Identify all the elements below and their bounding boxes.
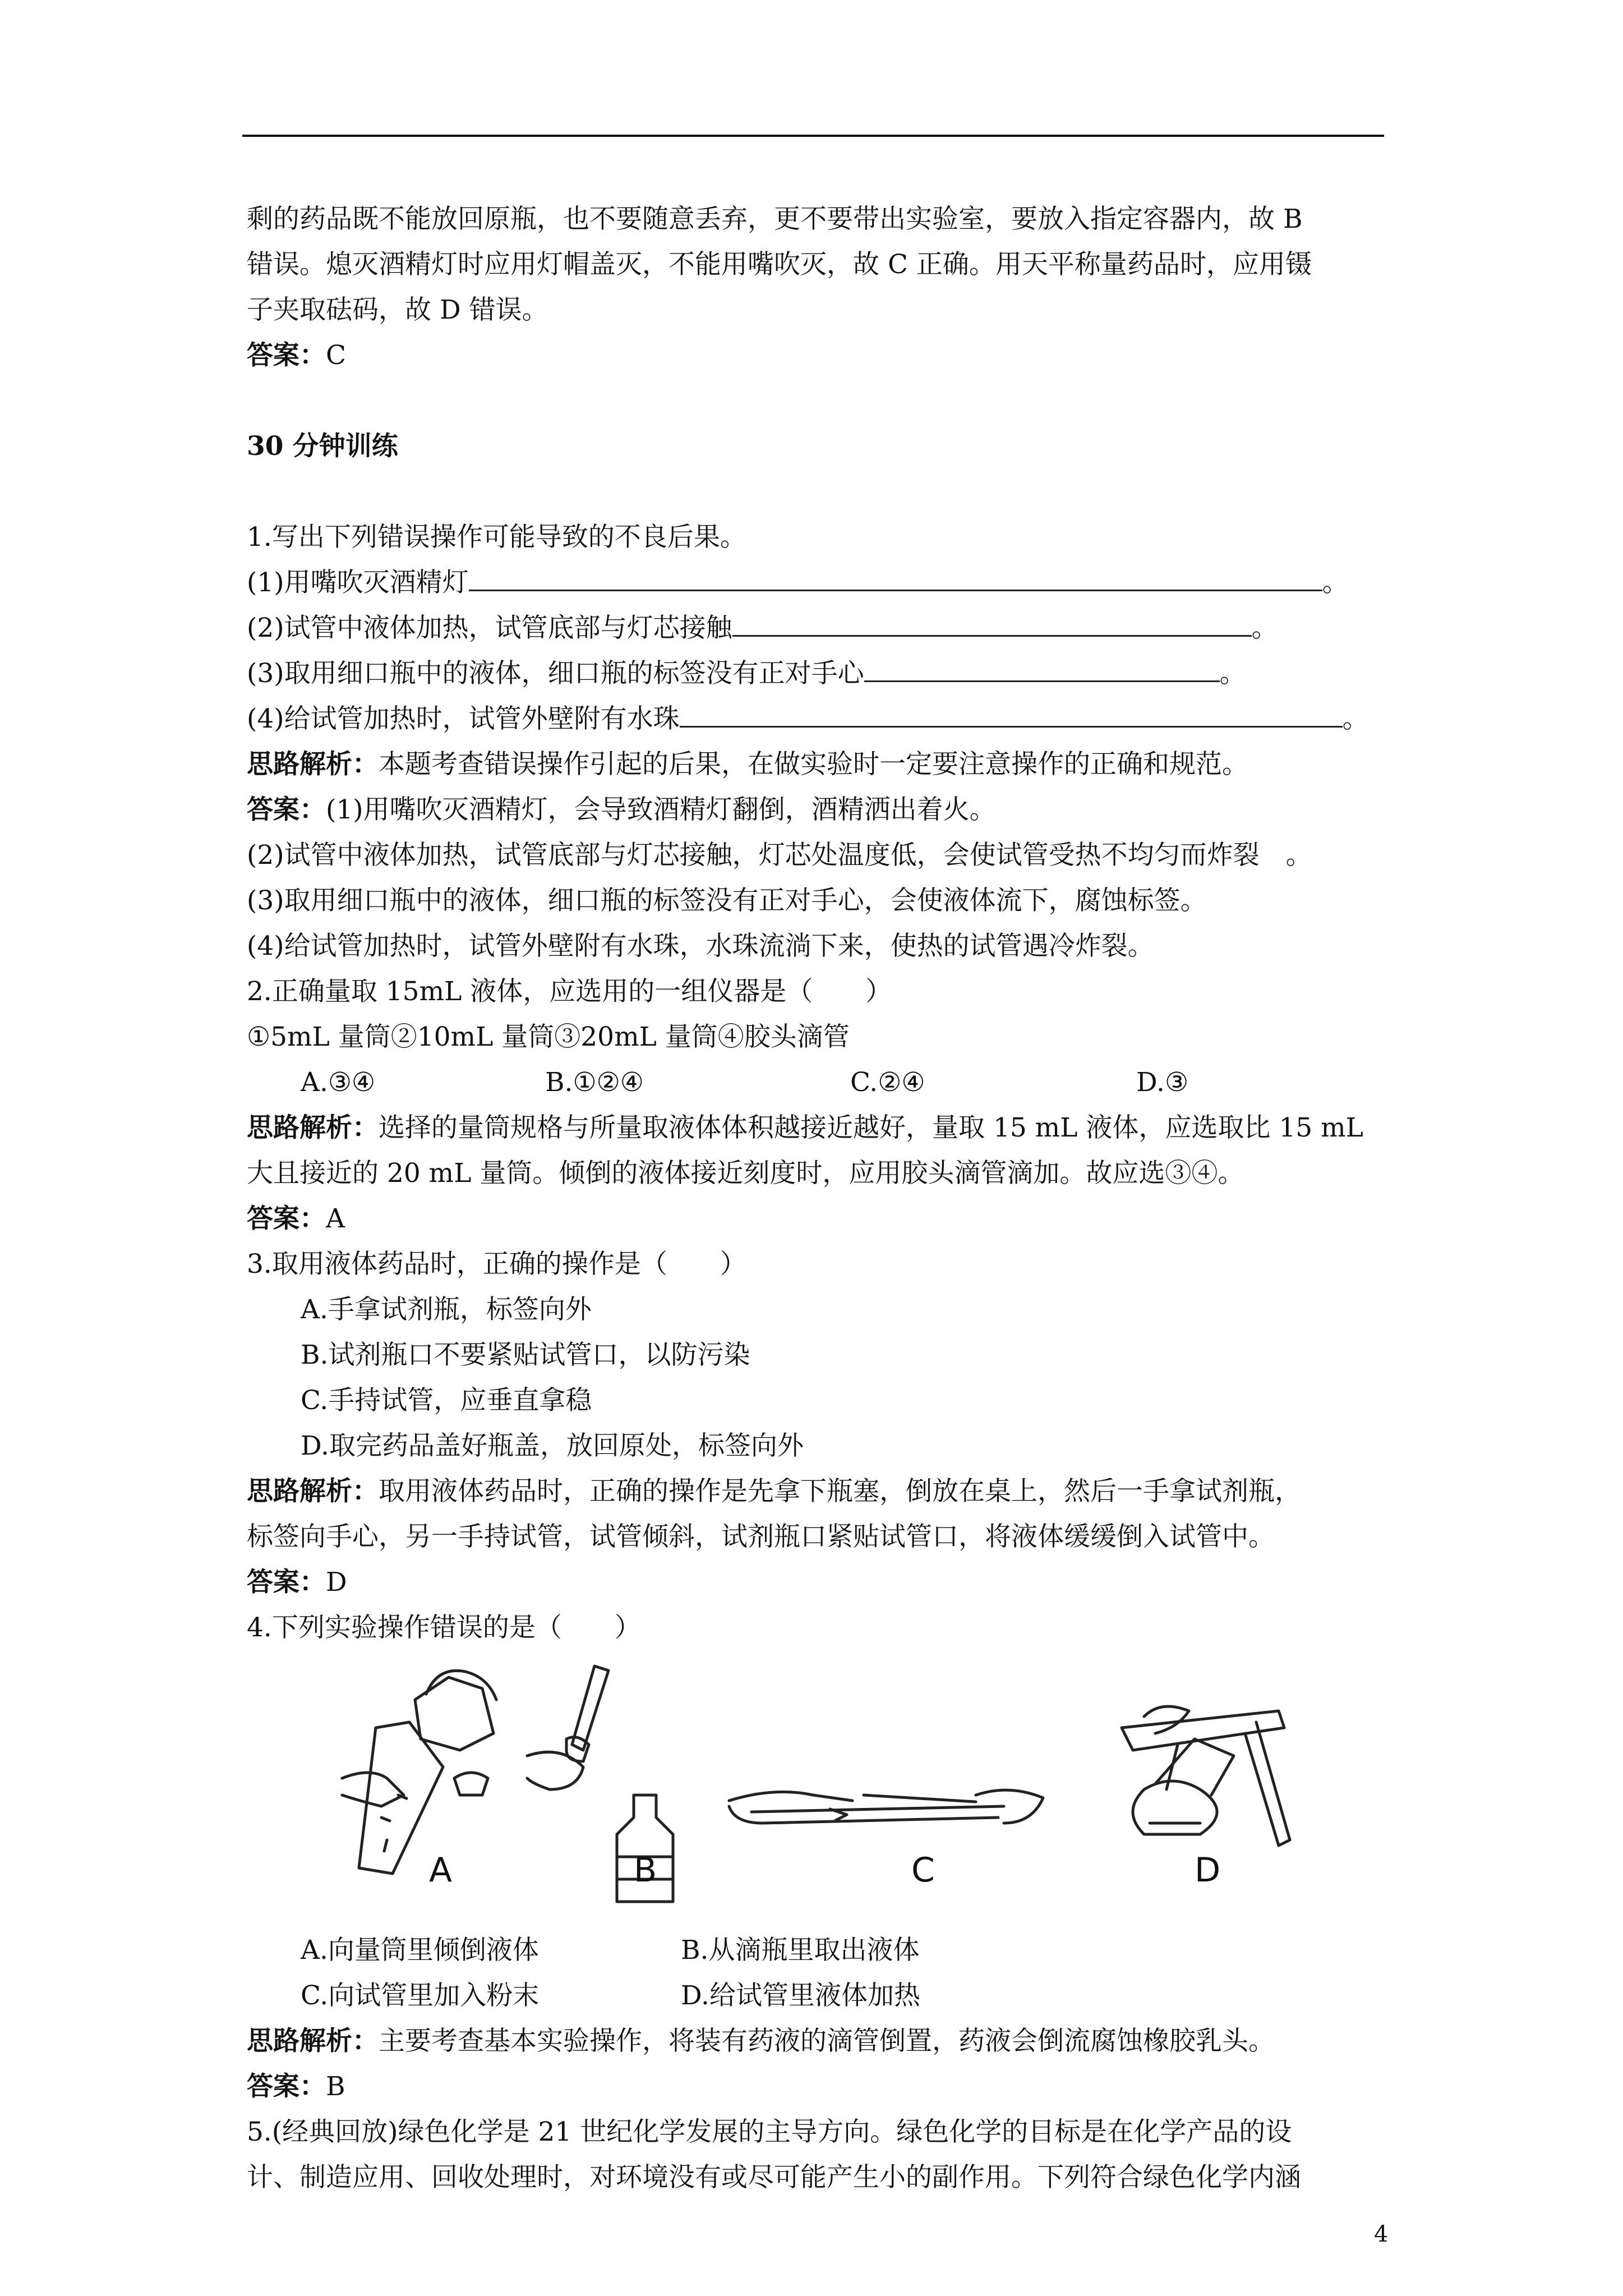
answer-value: C <box>326 340 346 371</box>
analysis-line <box>247 2018 1402 2064</box>
blank-item-text: (1)用嘴吹灭酒精灯 <box>247 567 469 598</box>
instrument-list: ①5mL 量筒②10mL 量筒③20mL 量筒④胶头滴管 <box>247 1022 850 1052</box>
options-row <box>247 1060 1402 1105</box>
fill-blank-item <box>247 560 1402 605</box>
answer-label: 答案： <box>247 1203 326 1234</box>
option-d: D.取完药品盖好瓶盖，放回原处，标签向外 <box>301 1430 804 1461</box>
options-row <box>247 1927 1402 1973</box>
analysis-line: 大且接近的 20 mL 量筒。倾倒的液体接近刻度时，应用胶头滴管滴加。故应选③④。 <box>247 1158 1244 1189</box>
options-row <box>247 1973 1402 2018</box>
question-stem: 4.下列实验操作错误的是（ ） <box>247 1612 641 1643</box>
answer-blank <box>732 608 1252 637</box>
figure-label-b: B <box>634 1851 657 1890</box>
pour-into-cylinder-illustration <box>342 1671 496 1874</box>
answer-line: (3)取用细口瓶中的液体，细口瓶的标签没有正对手心，会使液体流下，腐蚀标签。 <box>247 885 1207 916</box>
analysis-label: 思路解析： <box>247 1112 379 1143</box>
answer-line <box>247 2064 1402 2109</box>
figure-label-c: C <box>911 1851 935 1890</box>
page-number: 4 <box>1374 2221 1389 2247</box>
analysis-label: 思路解析： <box>247 2026 379 2056</box>
text-line: 错误。熄灭酒精灯时应用灯帽盖灭，不能用嘴吹灭，故 C 正确。用天平称量药品时，应用镊 <box>247 249 1312 280</box>
analysis-text: 主要考查基本实验操作，将装有药液的滴管倒置，药液会倒流腐蚀橡胶乳头。 <box>379 2026 1275 2056</box>
analysis-text: 选择的量筒规格与所量取液体体积越接近越好，量取 15 mL 液体，应选取比 15 mL <box>379 1112 1363 1143</box>
fill-blank-item <box>247 605 1402 651</box>
blank-end: 。 <box>1322 567 1349 598</box>
figure-label-d: D <box>1195 1851 1221 1890</box>
experiment-illustrations <box>247 1655 1402 1927</box>
question-stem: 2.正确量取 15mL 液体，应选用的一组仪器是（ ） <box>247 976 892 1007</box>
analysis-label: 思路解析： <box>247 1476 379 1507</box>
text-line: 子夹取砝码，故 D 错误。 <box>247 295 548 325</box>
blank-item-text: (4)给试管加热时，试管外壁附有水珠 <box>247 703 680 734</box>
fill-blank-item <box>247 651 1402 696</box>
answer-label: 答案： <box>247 2071 326 2102</box>
answer-line <box>247 1559 1402 1605</box>
option-a: A.手拿试剂瓶，标签向外 <box>301 1294 592 1325</box>
answer-text: (1)用嘴吹灭酒精灯，会导致酒精灯翻倒，酒精洒出着火。 <box>326 794 996 825</box>
blank-item-text: (2)试管中液体加热，试管底部与灯芯接触 <box>247 613 732 643</box>
answer-line: (4)给试管加热时，试管外壁附有水珠，水珠流淌下来，使热的试管遇冷炸裂。 <box>247 931 1154 961</box>
answer-label: 答案： <box>247 1567 326 1598</box>
question-stem: 3.取用液体药品时，正确的操作是（ ） <box>247 1249 746 1280</box>
analysis-line <box>247 1469 1402 1514</box>
header-rule <box>242 135 1384 137</box>
fill-blank-item <box>247 696 1402 742</box>
analysis-line <box>247 1105 1402 1151</box>
option-b: B.从滴瓶里取出液体 <box>681 1935 920 1966</box>
answer-line <box>247 1196 1402 1241</box>
analysis-text: 本题考查错误操作引起的后果，在做实验时一定要注意操作的正确和规范。 <box>379 749 1248 780</box>
answer-line <box>247 787 1402 832</box>
answer-value: B <box>326 2071 345 2102</box>
blank-item-text: (3)取用细口瓶中的液体，细口瓶的标签没有正对手心 <box>247 658 864 689</box>
experiment-figure <box>247 1655 1402 1927</box>
analysis-line <box>247 742 1402 787</box>
blank-end: 。 <box>1342 703 1369 734</box>
answer-value: D <box>326 1567 347 1598</box>
answer-label: 答案： <box>247 794 326 825</box>
question-stem: 计、制造应用、回收处理时，对环境没有或尽可能产生小的副作用。下列符合绿色化学内涵 <box>247 2162 1301 2193</box>
question-stem: 5.(经典回放)绿色化学是 21 世纪化学发展的主导方向。绿色化学的目标是在化学产品的设 <box>247 2116 1292 2147</box>
figure-label-a: A <box>429 1851 453 1890</box>
analysis-line: 标签向手心，另一手持试管，试管倾斜，试剂瓶口紧贴试管口，将液体缓缓倒入试管中。 <box>247 1521 1275 1552</box>
option-b: B.①②④ <box>545 1067 644 1098</box>
option-b: B.试剂瓶口不要紧贴试管口，以防污染 <box>301 1340 750 1370</box>
page-content <box>247 196 1402 2200</box>
answer-value: A <box>326 1203 345 1234</box>
analysis-text: 取用液体药品时，正确的操作是先拿下瓶塞，倒放在桌上，然后一手拿试剂瓶， <box>379 1476 1301 1507</box>
heat-liquid-illustration <box>1122 1706 1290 1846</box>
option-c: C.②④ <box>850 1067 925 1098</box>
blank-end: 。 <box>1219 658 1246 689</box>
question-stem: 1.写出下列错误操作可能导致的不良后果。 <box>247 522 746 553</box>
answer-line <box>247 333 1402 378</box>
answer-blank <box>469 563 1322 591</box>
answer-blank <box>864 654 1220 682</box>
option-c: C.向试管里加入粉末 <box>301 1980 540 2011</box>
text-line: 剩的药品既不能放回原瓶，也不要随意丢弃，更不要带出实验室，要放入指定容器内，故 B <box>247 204 1303 234</box>
answer-line: (2)试管中液体加热，试管底部与灯芯接触，灯芯处温度低，会使试管受热不均匀而炸裂 。 <box>247 840 1312 871</box>
option-a: A.向量筒里倾倒液体 <box>301 1935 539 1966</box>
blank-end: 。 <box>1251 613 1278 643</box>
section-title: 30 分钟训练 <box>247 431 398 462</box>
option-d: D.给试管里液体加热 <box>681 1980 920 2011</box>
option-d: D.③ <box>1136 1067 1189 1098</box>
option-a: A.③④ <box>301 1067 376 1098</box>
answer-label: 答案： <box>247 340 326 371</box>
analysis-label: 思路解析： <box>247 749 379 780</box>
option-c: C.手持试管，应垂直拿稳 <box>301 1385 592 1416</box>
test-tube-powder-illustration <box>729 1790 1043 1823</box>
answer-blank <box>680 699 1343 728</box>
